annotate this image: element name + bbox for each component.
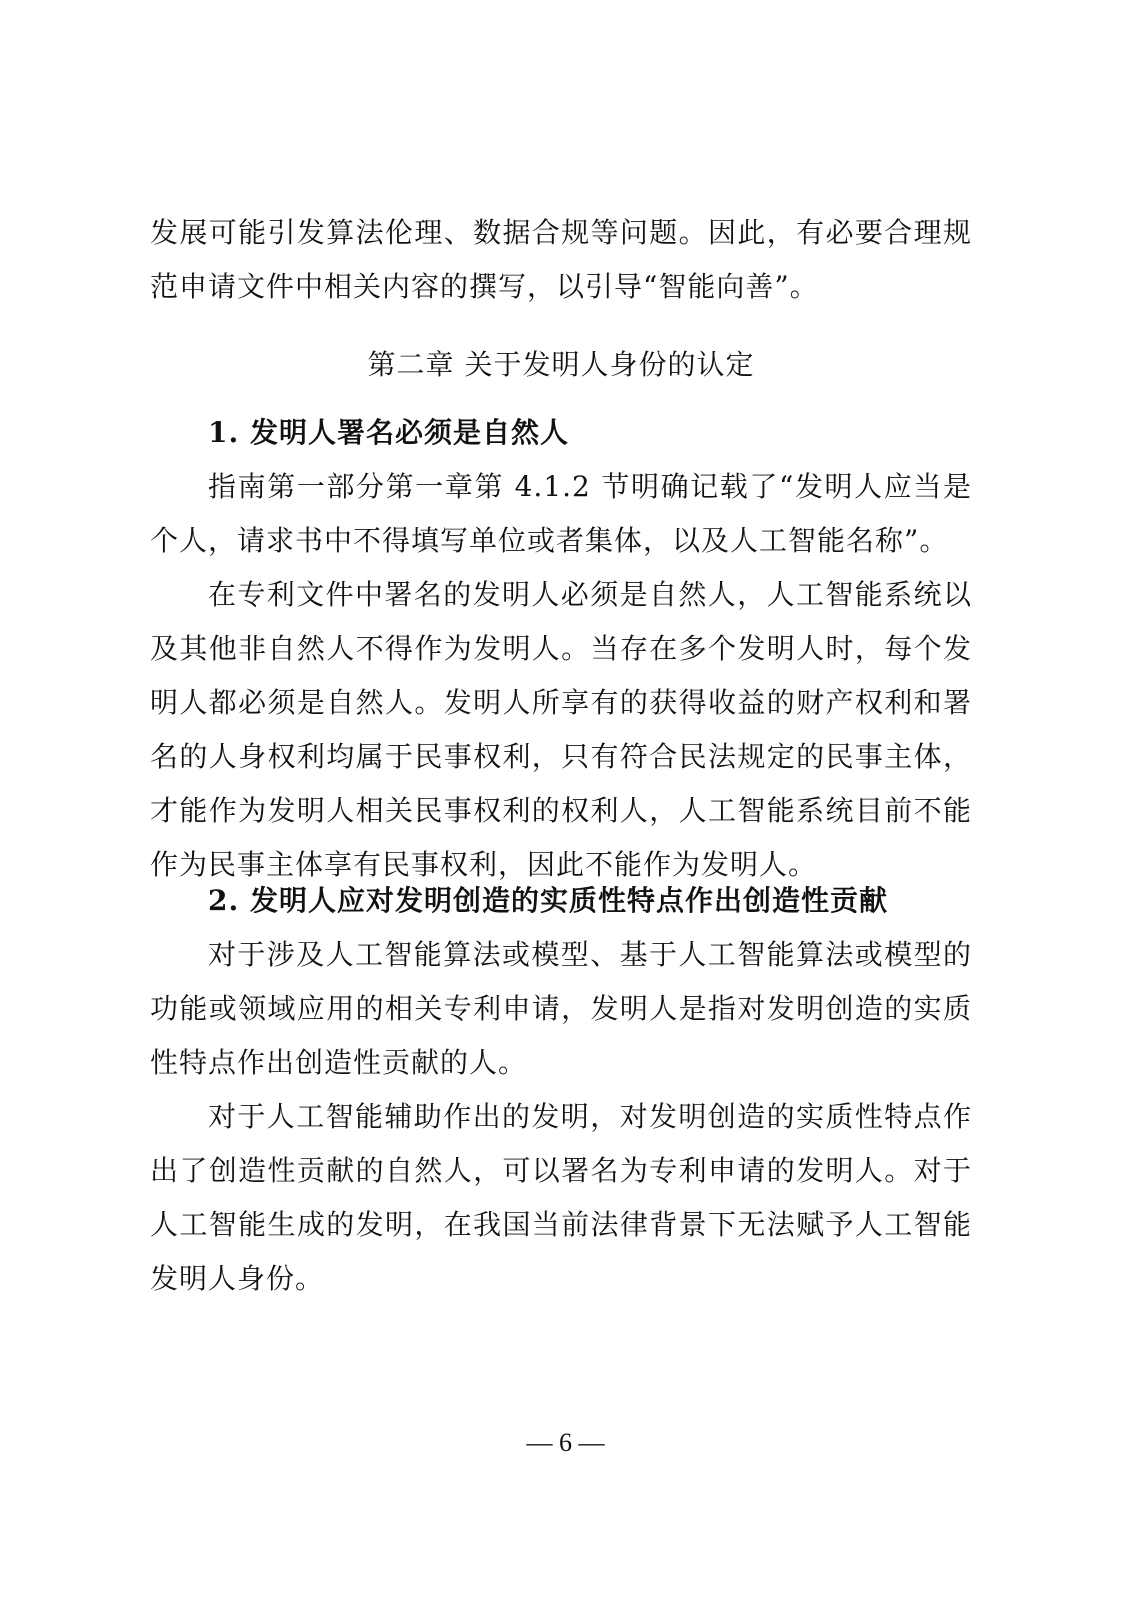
text-line: 作为民事主体享有民事权利，因此不能作为发明人。 [150, 848, 818, 881]
text-line: 人工智能生成的发明，在我国当前法律背景下无法赋予人工智能 [150, 1208, 972, 1241]
text-line: 及其他非自然人不得作为发明人。当存在多个发明人时，每个发 [150, 632, 972, 665]
chapter-title: 第二章 关于发明人身份的认定 [367, 348, 755, 381]
text-line: 发明人身份。 [150, 1262, 325, 1295]
text-line: 个人，请求书中不得填写单位或者集体，以及人工智能名称”。 [150, 524, 949, 557]
text-line: 才能作为发明人相关民事权利的权利人，人工智能系统目前不能 [150, 794, 972, 827]
section-heading-2: 2. 发明人应对发明创造的实质性特点作出创造性贡献 [208, 884, 888, 917]
text-line: 发展可能引发算法伦理、数据合规等问题。因此，有必要合理规 [150, 216, 972, 249]
text-line: 范申请文件中相关内容的撰写，以引导“智能向善”。 [150, 270, 819, 303]
text-line: 功能或领域应用的相关专利申请，发明人是指对发明创造的实质 [150, 992, 972, 1025]
intro-paragraph [150, 206, 972, 314]
section-2 [150, 874, 972, 1306]
page-number: — 6 — [526, 1428, 605, 1457]
text-line: 性特点作出创造性贡献的人。 [150, 1046, 528, 1079]
text-line: 对于人工智能辅助作出的发明，对发明创造的实质性特点作 [208, 1100, 972, 1133]
text-line: 在专利文件中署名的发明人必须是自然人，人工智能系统以 [208, 578, 972, 611]
text-line: 出了创造性贡献的自然人，可以署名为专利申请的发明人。对于 [150, 1154, 972, 1187]
text-line: 对于涉及人工智能算法或模型、基于人工智能算法或模型的 [208, 938, 972, 971]
text-line: 明人都必须是自然人。发明人所享有的获得收益的财产权利和署 [150, 686, 972, 719]
text-line: 指南第一部分第一章第 4.1.2 节明确记载了“发明人应当是 [208, 470, 972, 503]
section-heading-1: 1. 发明人署名必须是自然人 [208, 416, 569, 449]
text-line: 名的人身权利均属于民事权利，只有符合民法规定的民事主体， [150, 740, 972, 773]
section-1 [150, 406, 972, 892]
